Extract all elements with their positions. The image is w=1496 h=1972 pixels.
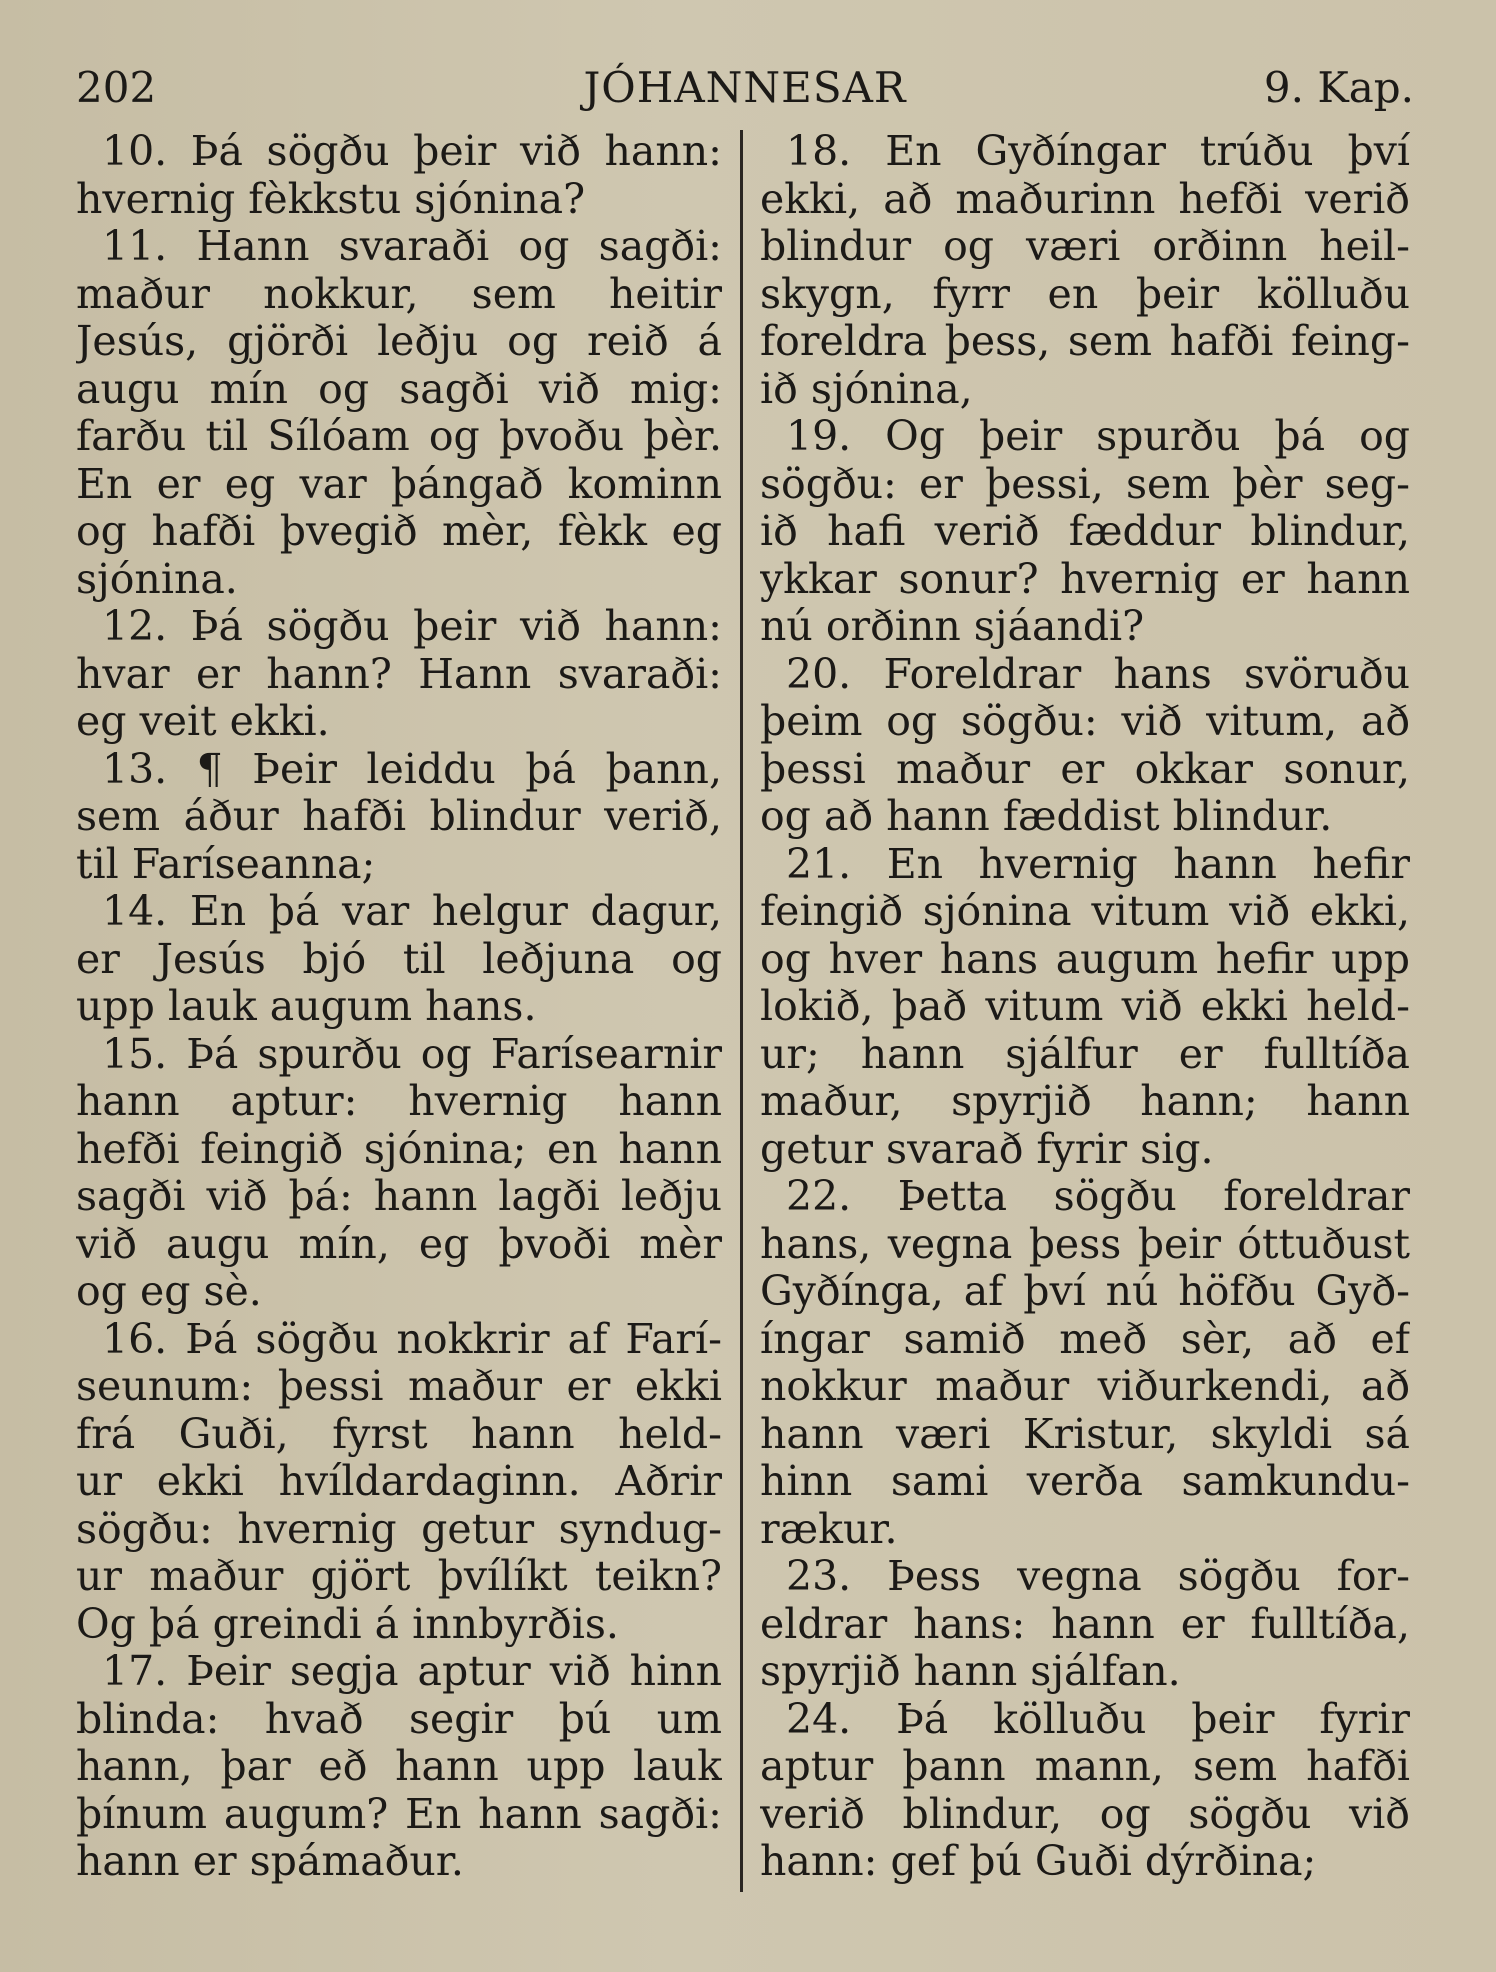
text-line: og hafði þvegið mèr, fèkk eg <box>76 508 722 555</box>
text-line: Og þá greindi á innbyrðis. <box>76 1600 619 1648</box>
text-line: blinda: hvað segir þú um <box>76 1695 722 1743</box>
text-line: eldrar hans: hann er fulltíða, <box>760 1600 1410 1648</box>
text-line: ur maður gjört þvílíkt teikn? <box>76 1553 722 1600</box>
text-line: foreldra þess, sem hafði feing- <box>760 318 1410 365</box>
chapter-label: 9. Kap. <box>1263 63 1414 112</box>
text-line: spyrjið hann sjálfan. <box>760 1648 1181 1695</box>
text-line: getur svarað fyrir sig. <box>760 1125 1214 1173</box>
text-line: 18. En Gyðíngar trúðu því <box>786 128 1410 175</box>
text-line: hans, vegna þess þeir óttuðust <box>760 1220 1410 1268</box>
text-line: 22. Þetta sögðu foreldrar <box>786 1173 1410 1220</box>
text-line: hann væri Kristur, skyldi sá <box>760 1410 1410 1458</box>
text-line: nokkur maður viðurkendi, að <box>760 1363 1410 1410</box>
text-line: verið blindur, og sögðu við <box>760 1790 1410 1838</box>
text-line: feingið sjónina vitum við ekki, <box>760 888 1410 935</box>
text-line: 15. Þá spurðu og Farísearnir <box>102 1030 722 1078</box>
text-line: hinn sami verða samkundu- <box>760 1458 1410 1505</box>
text-line: ykkar sonur? hvernig er hann <box>760 555 1410 603</box>
text-line: er Jesús bjó til leðjuna og <box>76 935 722 983</box>
text-line: Gyðínga, af því nú höfðu Gyð- <box>760 1268 1410 1315</box>
text-line: upp lauk augum hans. <box>76 983 537 1030</box>
text-line: frá Guði, fyrst hann held- <box>76 1410 722 1458</box>
text-line: ið hafi verið fæddur blindur, <box>760 508 1410 555</box>
text-line: og eg sè. <box>76 1268 262 1315</box>
text-line: sjónina. <box>76 555 238 603</box>
column-divider <box>740 130 743 1892</box>
text-line: 14. En þá var helgur dagur, <box>102 888 722 935</box>
text-line: sögðu: hvernig getur syndug- <box>76 1505 722 1553</box>
text-line: augu mín og sagði við mig: <box>76 365 722 413</box>
text-line: hann aptur: hvernig hann <box>76 1078 722 1125</box>
text-line: og hver hans augum hefir upp <box>760 935 1410 983</box>
text-line: eg veit ekki. <box>76 698 330 745</box>
text-line: íngar samið með sèr, að ef <box>760 1315 1410 1363</box>
text-line: hvernig fèkkstu sjónina? <box>76 175 586 223</box>
text-line: hann: gef þú Guði dýrðina; <box>760 1838 1317 1885</box>
text-line: seunum: þessi maður er ekki <box>76 1363 722 1410</box>
running-head <box>76 58 1414 118</box>
text-line: þínum augum? En hann sagði: <box>76 1790 722 1838</box>
text-line: sem áður hafði blindur verið, <box>76 793 722 840</box>
text-line: ur; hann sjálfur er fulltíða <box>760 1030 1410 1078</box>
text-line: 16. Þá sögðu nokkrir af Farí- <box>102 1315 722 1363</box>
text-line: 20. Foreldrar hans svöruðu <box>786 650 1410 698</box>
text-line: hann er spámaður. <box>76 1838 464 1885</box>
book-title: JÓHANNESAR <box>583 63 907 112</box>
text-line: skygn, fyrr en þeir kölluðu <box>760 270 1410 318</box>
text-line: rækur. <box>760 1505 898 1553</box>
left-text-column <box>76 128 722 1886</box>
page-number: 202 <box>76 63 157 112</box>
text-line: blindur og væri orðinn heil- <box>760 223 1410 270</box>
text-line: 17. Þeir segja aptur við hinn <box>102 1648 722 1695</box>
text-line: ið sjónina, <box>760 365 973 413</box>
text-line: farðu til Sílóam og þvoðu þèr. <box>76 413 722 460</box>
right-text-column <box>760 128 1410 1886</box>
text-line: nú orðinn sjáandi? <box>760 603 1145 650</box>
text-line: 12. Þá sögðu þeir við hann: <box>102 603 722 650</box>
text-line: og að hann fæddist blindur. <box>760 793 1333 840</box>
text-line: 19. Og þeir spurðu þá og <box>786 413 1410 460</box>
text-line: hann, þar eð hann upp lauk <box>76 1743 722 1790</box>
text-line: sagði við þá: hann lagði leðju <box>76 1173 722 1220</box>
text-line: lokið, það vitum við ekki held- <box>760 983 1410 1030</box>
text-line: maður, spyrjið hann; hann <box>760 1078 1410 1125</box>
text-line: þeim og sögðu: við vitum, að <box>760 698 1410 745</box>
text-line: 10. Þá sögðu þeir við hann: <box>102 128 722 175</box>
text-line: En er eg var þángað kominn <box>76 460 722 508</box>
text-line: 13. ¶ Þeir leiddu þá þann, <box>102 745 722 793</box>
text-line: hefði feingið sjónina; en hann <box>76 1125 722 1173</box>
text-line: 21. En hvernig hann hefir <box>786 840 1410 888</box>
text-line: ur ekki hvíldardaginn. Aðrir <box>76 1458 722 1505</box>
text-line: 23. Þess vegna sögðu for- <box>786 1553 1410 1600</box>
text-line: maður nokkur, sem heitir <box>76 270 722 318</box>
text-line: þessi maður er okkar sonur, <box>760 745 1410 793</box>
text-line: sögðu: er þessi, sem þèr seg- <box>760 460 1410 508</box>
text-line: 24. Þá kölluðu þeir fyrir <box>786 1695 1410 1743</box>
text-line: 11. Hann svaraði og sagði: <box>102 223 722 270</box>
text-line: við augu mín, eg þvoði mèr <box>76 1220 722 1268</box>
text-line: hvar er hann? Hann svaraði: <box>76 650 722 698</box>
text-line: aptur þann mann, sem hafði <box>760 1743 1410 1790</box>
text-line: til Faríseanna; <box>76 840 376 888</box>
text-line: Jesús, gjörði leðju og reið á <box>76 318 722 365</box>
text-line: ekki, að maðurinn hefði verið <box>760 175 1410 223</box>
